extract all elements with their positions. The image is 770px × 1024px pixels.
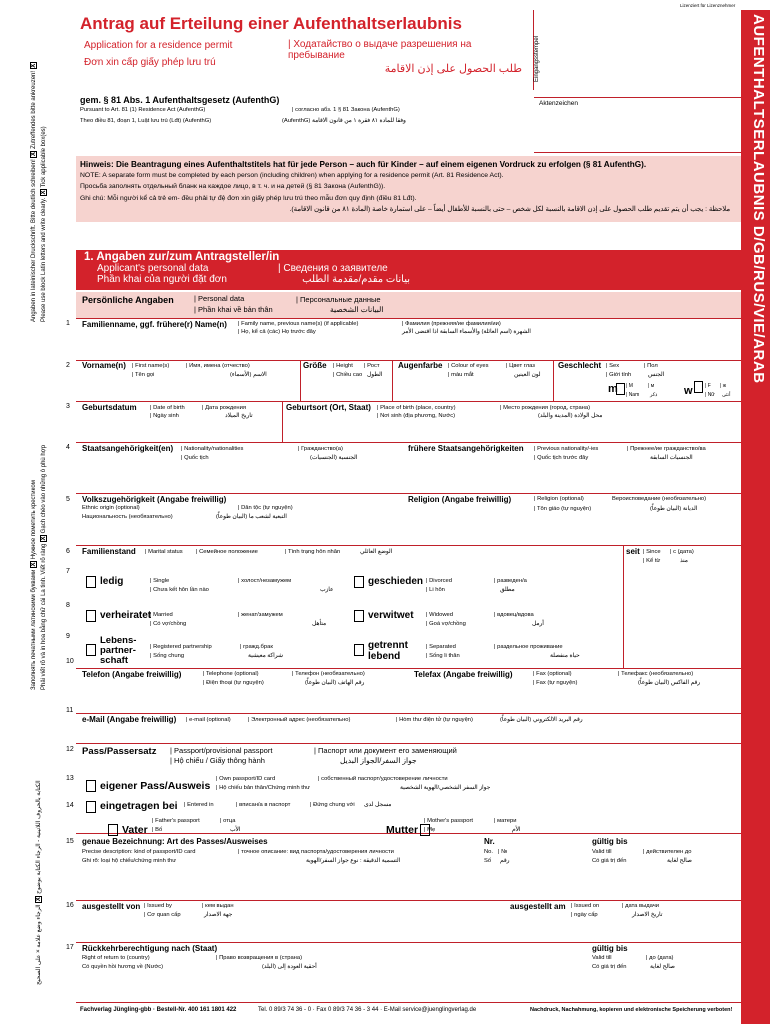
divorced-label: geschieden bbox=[368, 576, 424, 587]
place-of-birth-vi: | Nơi sinh (địa phương, Nước) bbox=[377, 413, 456, 419]
place-of-birth-ru: | Место рождения (город, страна) bbox=[500, 405, 591, 411]
form-title-vi: Đơn xin cấp giấy phép lưu trú bbox=[84, 57, 216, 68]
telephone-ru: | Телефон (необязательно) bbox=[292, 671, 365, 677]
issued-by-ru: | кем выдан bbox=[202, 903, 234, 909]
divorced-ar: مطلق bbox=[500, 587, 515, 593]
nationality-field[interactable] bbox=[80, 465, 400, 491]
mother-ru: | матери bbox=[494, 818, 517, 824]
separated-ru: | раздельное проживание bbox=[494, 644, 563, 650]
file-number-field[interactable] bbox=[538, 110, 738, 150]
personal-data-vi: | Phần khai về bản thân bbox=[194, 305, 273, 314]
issued-by-en: | Issued by bbox=[144, 903, 172, 909]
nationality-label: Staatsangehörigkeit(en) bbox=[82, 444, 174, 453]
email-ru: | Электронный адрес (необязательно) bbox=[248, 717, 351, 723]
mother-vi: | Mẹ bbox=[424, 827, 436, 833]
widowed-label: verwitwet bbox=[368, 610, 414, 621]
law-reference: gem. § 81 Abs. 1 Aufenthaltsgesetz (AufenthG) bbox=[80, 95, 280, 105]
widowed-vi: | Goá vợ/chồng bbox=[426, 621, 466, 627]
email-en: | e-mail (optional) bbox=[186, 717, 231, 723]
widowed-ar: أرمل bbox=[532, 621, 544, 627]
own-passport-ru: | собственный паспорт/удостоверение личности bbox=[318, 776, 448, 782]
passport-number-ru: | № bbox=[498, 849, 508, 855]
side-instruction-ar: الكتابة بالحروف اللاتينية - الرجاء الكتابة بوضوح X الرجاء وضع علامة × على الصحيح bbox=[36, 780, 42, 985]
own-passport-checkbox[interactable] bbox=[86, 780, 96, 792]
mother-ar: الأم bbox=[512, 827, 521, 833]
passport-label: Pass/Passersatz bbox=[82, 746, 157, 757]
valid-until-en: Valid till bbox=[592, 849, 612, 855]
fax-field[interactable] bbox=[412, 690, 738, 710]
date-of-birth-en: | Date of birth bbox=[150, 405, 185, 411]
section1-title-ar: بيانات مقدم/مقدمة الطلب bbox=[302, 274, 410, 285]
married-checkbox[interactable] bbox=[86, 610, 96, 622]
sex-female-option[interactable]: w bbox=[684, 385, 693, 397]
first-name-en: | First name(s) bbox=[132, 363, 170, 369]
height-vi: | Chiều cao bbox=[333, 372, 363, 378]
divorced-vi: | Li hôn bbox=[426, 587, 445, 593]
family-name-ru: | Фамилия (прежняя/ие фамилия/ии) bbox=[402, 321, 501, 327]
valid-until-label: gültig bis bbox=[592, 837, 628, 846]
hint-ar: ملاحظة : يجب أن يتم تقديم طلب الحصول على إذن الاقامة بالنسبة لكل شخص – حتى بالنسبة للأطفال أيضاً – على استمارة خاصة (المادة ٨١ من قانون الاقامة). bbox=[289, 206, 730, 213]
return-valid-until-vi: Có giá trị đến bbox=[592, 964, 627, 970]
sex-en: | Sex bbox=[606, 363, 620, 369]
email-vi: | Hòm thư điện tử (tự nguyện) bbox=[396, 717, 473, 723]
married-ar: متأهل bbox=[312, 621, 327, 627]
previous-nationality-field[interactable] bbox=[406, 465, 738, 491]
row-number: 9 bbox=[66, 633, 70, 640]
issued-on-field[interactable] bbox=[508, 922, 738, 940]
nationality-ru: | Гражданство(а) bbox=[298, 446, 343, 452]
row-number: 13 bbox=[66, 775, 74, 782]
side-instruction-de: Angaben in lateinischer Druckschrift. Bitte deutlich schreiben! X Zutreffendes bitte ankreuzen! X bbox=[31, 63, 37, 322]
right-of-return-vi: Có quyền hồi hương về (Nước) bbox=[82, 964, 164, 970]
issued-by-ar: جهة الاصدار bbox=[204, 912, 233, 918]
since-label: seit bbox=[626, 547, 640, 556]
height-ru: | Рост bbox=[364, 363, 380, 369]
form-title-en: Application for a residence permit bbox=[84, 40, 233, 51]
height-en: | Height bbox=[333, 363, 353, 369]
fax-vi: | Fax (tự nguyện) bbox=[533, 680, 578, 686]
religion-en: | Religion (optional) bbox=[534, 496, 584, 502]
stamp-label: Eingangsstempel bbox=[534, 35, 540, 82]
height-label: Größe bbox=[303, 361, 327, 370]
place-of-birth-label: Geburtsort (Ort, Staat) bbox=[286, 403, 371, 412]
email-ar: رقم البريد الالكتروني (البيان طوعاً) bbox=[500, 717, 583, 723]
date-of-birth-label: Geburtsdatum bbox=[82, 403, 137, 412]
hint-ru: Просьба заполнять отдельный бланк на каждое лицо, в т. ч. и на детей (§ 81 Закона (AufenthG)). bbox=[80, 183, 386, 190]
marital-status-vi: | Tình trạng hôn nhân bbox=[285, 549, 341, 555]
divorced-ru: | разведен/а bbox=[494, 578, 527, 584]
return-valid-until-field[interactable] bbox=[590, 975, 738, 1000]
marital-status-label: Familienstand bbox=[82, 547, 136, 556]
ethnic-origin-vi: | Dân tộc (tự nguyện) bbox=[238, 505, 293, 511]
single-ar: عازب bbox=[320, 587, 334, 593]
row-number: 10 bbox=[66, 658, 74, 665]
family-name-field[interactable] bbox=[80, 338, 738, 358]
issued-on-en: | Issued on bbox=[571, 903, 600, 909]
date-of-birth-field[interactable] bbox=[80, 422, 280, 440]
form-title-ar: طلب الحصول على إذن الاقامة bbox=[384, 63, 522, 75]
entered-in-label: eingetragen bei bbox=[100, 800, 178, 812]
entered-in-ar: مسجل لدى bbox=[364, 802, 392, 808]
right-of-return-ru: | Право возвращения в (страна) bbox=[216, 955, 303, 961]
single-checkbox[interactable] bbox=[86, 576, 96, 588]
eye-colour-en: | Colour of eyes bbox=[448, 363, 489, 369]
ethnic-origin-ar: التبعية لشعب ما (البيان طوعاً) bbox=[216, 514, 287, 520]
issued-on-label: ausgestellt am bbox=[510, 902, 566, 911]
right-of-return-label: Rückkehrberechtigung nach (Staat) bbox=[82, 944, 218, 953]
own-passport-label: eigener Pass/Ausweis bbox=[100, 780, 211, 792]
row-number: 6 bbox=[66, 548, 70, 555]
family-name-en: | Family name, previous name(s) (if applicable) bbox=[238, 321, 359, 327]
own-passport-en: | Own passport/ID card bbox=[216, 776, 276, 782]
side-instruction-ru: Заполнять печатными латинскими буквами X Нужное пометить крестиком bbox=[31, 480, 37, 690]
personal-data-en: | Personal data bbox=[194, 294, 245, 303]
fax-en: | Fax (optional) bbox=[533, 671, 572, 677]
marital-status-ar: الوضع العائلي bbox=[360, 549, 393, 555]
row-number: 7 bbox=[66, 568, 70, 575]
issued-on-ru: | дата выдачи bbox=[622, 903, 660, 909]
section1-title: 1. Angaben zur/zum Antragsteller/in bbox=[84, 251, 280, 263]
personal-data-label: Persönliche Angaben bbox=[82, 295, 174, 305]
fax-ar: رقم الفاكس (البيان طوعاً) bbox=[638, 680, 701, 686]
sex-male-ar: ذكر bbox=[650, 392, 658, 398]
passport-number-vi: Số bbox=[484, 858, 492, 864]
hint-en: NOTE: A separate form must be completed by each person (including children) when applying for a residence permit (Art. 81 Residence Act). bbox=[80, 172, 504, 179]
option-single[interactable] bbox=[80, 570, 350, 600]
family-name-vi: | Họ, kể cả (các) Họ trước đây bbox=[238, 329, 316, 335]
first-name-vi: | Tên gọi bbox=[132, 372, 155, 378]
sex-female-en: | F bbox=[705, 383, 711, 389]
since-vi: | Kể từ bbox=[643, 558, 661, 564]
separated-label: getrennt lebend bbox=[368, 640, 408, 662]
family-name-label: Familienname, ggf. frühere(r) Name(n) bbox=[82, 320, 227, 329]
sex-male-checkbox[interactable] bbox=[616, 383, 625, 395]
law-reference-vi: Theo điều 81, đoạn 1, Luật lưu trú (Lđt) (AufenthG) bbox=[80, 118, 212, 124]
side-title: AUFENTHALTSERLAUBNIS D/GB/RUS/VIE/ARAB bbox=[750, 14, 767, 384]
sex-female-vi: | Nữ bbox=[705, 392, 715, 398]
passport-kind-label: genaue Bezeichnung: Art des Passes/Ausweises bbox=[82, 837, 268, 846]
personal-data-header bbox=[76, 292, 741, 318]
valid-until-vi: Có giá trị đến bbox=[592, 858, 627, 864]
sex-female-ar: أنثى bbox=[722, 392, 731, 398]
marital-status-ru: | Семейное положение bbox=[196, 549, 258, 555]
passport-kind-en: Precise description: kind of passport/ID card bbox=[82, 849, 196, 855]
row-number: 1 bbox=[66, 320, 70, 327]
eye-colour-label: Augenfarbe bbox=[398, 361, 443, 370]
divorced-en: | Divorced bbox=[426, 578, 452, 584]
sex-ru: | Пол bbox=[644, 363, 658, 369]
nationality-vi: | Quốc tịch bbox=[181, 455, 209, 461]
previous-nationality-vi: | Quốc tịch trước đây bbox=[534, 455, 589, 461]
option-married[interactable] bbox=[80, 604, 350, 634]
option-widowed[interactable] bbox=[350, 604, 620, 634]
section1-title-en: Applicant's personal data bbox=[97, 263, 209, 274]
form-title-ru: | Ходатайство о выдаче разрешения на пребывание bbox=[288, 39, 472, 61]
row-number: 8 bbox=[66, 602, 70, 609]
religion-label: Religion (Angabe freiwillig) bbox=[408, 495, 512, 504]
eye-colour-vi: | màu mắt bbox=[448, 372, 474, 378]
previous-nationality-ru: | Прежнее/ие гражданство/ва bbox=[627, 446, 706, 452]
first-name-label: Vorname(n) bbox=[82, 361, 126, 370]
ethnic-origin-field[interactable] bbox=[80, 524, 400, 543]
return-valid-until-en: Valid till bbox=[592, 955, 612, 961]
since-ar: منذ bbox=[680, 558, 688, 564]
partnership-ru: | гражд.брак bbox=[240, 644, 273, 650]
law-reference-ru: | согласно абз. 1 § 81 Закона (AufenthG) bbox=[292, 107, 400, 113]
since-ru: | с (дата) bbox=[670, 549, 694, 555]
sex-male-option[interactable]: m bbox=[608, 383, 618, 395]
passport-kind-vi: Ghi rõ: loại hộ chiếu/chứng minh thư bbox=[82, 858, 177, 864]
footer-publisher: Fachverlag Jüngling-gbb · Bestell-Nr. 400 161 1801 422 bbox=[80, 1007, 237, 1013]
single-vi: | Chưa kết hôn lần nào bbox=[150, 587, 209, 593]
issued-on-vi: | ngày cấp bbox=[571, 912, 598, 918]
divorced-checkbox[interactable] bbox=[354, 576, 364, 588]
entered-in-checkbox[interactable] bbox=[86, 801, 96, 813]
separated-checkbox[interactable] bbox=[354, 644, 364, 656]
family-name-ar: الشهرة (اسم العائلة) والأسماء السابقة اذا اقتضى الأمر bbox=[402, 329, 531, 335]
law-reference-en: Pursuant to Art. 81 (1) Residence Act (AufenthG) bbox=[80, 107, 206, 113]
valid-until-ru: | действителен до bbox=[643, 849, 692, 855]
date-of-birth-vi: | Ngày sinh bbox=[150, 413, 179, 419]
row-number: 12 bbox=[66, 746, 74, 753]
right-of-return-en: Right of return to (country) bbox=[82, 955, 150, 961]
telephone-label: Telefon (Angabe freiwillig) bbox=[82, 670, 182, 679]
father-ar: الأب bbox=[230, 827, 241, 833]
footer-contact: Tel. 0 89/3 74 36 - 0 · Fax 0 89/3 74 36 - 3 44 · E-Mail service@juenglingverlag.de bbox=[258, 1007, 477, 1013]
row-number: 16 bbox=[66, 902, 74, 909]
place-of-birth-ar: محل الولادة (المدينة والبلد) bbox=[538, 413, 603, 419]
sex-male-ru: | м bbox=[648, 383, 655, 389]
father-label: Vater bbox=[122, 824, 148, 836]
religion-ar: الديانة (البيان طوعاً) bbox=[650, 506, 698, 512]
nationality-ar: الجنسية (الجنسيات) bbox=[310, 455, 358, 461]
fax-ru: | Телефакс (необязательно) bbox=[618, 671, 694, 677]
passport-number-field[interactable] bbox=[482, 868, 586, 898]
passport-ar: جواز السفر/الجواز البديل bbox=[340, 756, 417, 765]
file-number-label: Aktenzeichen bbox=[539, 100, 579, 107]
married-vi: | Có vợ/chồng bbox=[150, 621, 187, 627]
first-name-ar: الاسم (الأسماء) bbox=[230, 372, 267, 378]
mother-en: | Mother's passport bbox=[424, 818, 474, 824]
telephone-ar: رقم الهاتف (البيان طوعاً) bbox=[305, 680, 365, 686]
license-note: Lizenziert für Lizenznehmer bbox=[680, 3, 736, 8]
date-of-birth-ar: تاريخ الميلاد bbox=[225, 413, 253, 419]
passport-kind-ar: التسمية الدقيقة : نوع جواز السفر/الهوية bbox=[306, 858, 401, 864]
personal-data-ar: البيانات الشخصية bbox=[330, 305, 384, 314]
row-number: 5 bbox=[66, 496, 70, 503]
right-of-return-field[interactable] bbox=[80, 975, 580, 1000]
footer-copyright: Nachdruck, Nachahmung, kopieren und elektronische Speicherung verboten! bbox=[530, 1007, 733, 1013]
father-checkbox[interactable] bbox=[108, 824, 118, 836]
separated-vi: | Sống li thân bbox=[426, 653, 460, 659]
single-en: | Single bbox=[150, 578, 170, 584]
option-divorced[interactable] bbox=[350, 570, 620, 600]
side-instruction-vi: Phải viết rõ và in hoa bằng chữ cái La tinh. Viết rõ ràng X Gạch chéo vào những ô phù hợp bbox=[41, 444, 47, 690]
passport-kind-field[interactable] bbox=[80, 868, 478, 898]
sex-label: Geschlecht bbox=[558, 361, 602, 370]
email-label: e-Mail (Angabe freiwillig) bbox=[82, 715, 177, 724]
passport-vi: | Hộ chiếu / Giấy thông hành bbox=[170, 756, 265, 765]
side-instruction-en: Please use block Latin letters and write clearly. X Tick applicable box(es) bbox=[41, 126, 47, 322]
religion-field[interactable] bbox=[406, 524, 738, 543]
passport-number-en: No. bbox=[484, 849, 494, 855]
partnership-en: | Registered partnership bbox=[150, 644, 212, 650]
own-passport-ar: جواز السفر الشخصي/الهوية الشخصية bbox=[400, 785, 491, 791]
return-valid-until-ar: صالح لغاية bbox=[650, 964, 675, 970]
return-valid-until-label: gültig bis bbox=[592, 944, 628, 953]
first-name-field[interactable] bbox=[80, 381, 298, 399]
since-field[interactable] bbox=[626, 570, 738, 666]
place-of-birth-en: | Place of birth (place, country) bbox=[377, 405, 456, 411]
section1-title-vi: Phần khai của người đặt đơn bbox=[97, 274, 227, 285]
issued-by-vi: | Cơ quan cấp bbox=[144, 912, 181, 918]
mother-label: Mutter bbox=[386, 824, 419, 836]
eye-colour-ru: | Цвет глаз bbox=[506, 363, 535, 369]
previous-nationality-en: | Previous nationality/-ies bbox=[534, 446, 599, 452]
sex-vi: | Giới tính bbox=[606, 372, 632, 378]
telephone-field[interactable] bbox=[80, 690, 408, 710]
father-vi: | Bố bbox=[152, 827, 163, 833]
issued-on-ar: تاريخ الاصدار bbox=[632, 912, 663, 918]
row-number: 17 bbox=[66, 944, 74, 951]
widowed-en: | Widowed bbox=[426, 612, 453, 618]
partnership-checkbox[interactable] bbox=[86, 644, 96, 656]
row-number: 15 bbox=[66, 838, 74, 845]
passport-en: | Passport/provisional passport bbox=[170, 746, 273, 755]
right-of-return-ar: أحقية العودة إلى (البلد) bbox=[262, 964, 317, 970]
ethnic-origin-en: Ethnic origin (optional) bbox=[82, 505, 140, 511]
entered-in-en: | Entered in bbox=[184, 802, 214, 808]
previous-nationality-ar: الجنسيات السابقة bbox=[650, 455, 693, 461]
partnership-vi: | Sống chung bbox=[150, 653, 185, 659]
section1-title-ru: | Сведения о заявителе bbox=[278, 263, 388, 274]
passport-kind-ru: | точное описание: вид паспорта/удостоверения личности bbox=[238, 849, 394, 855]
since-en: | Since bbox=[643, 549, 661, 555]
widowed-checkbox[interactable] bbox=[354, 610, 364, 622]
married-ru: | женат/замужем bbox=[238, 612, 283, 618]
partnership-label: Lebens- partner- schaft bbox=[100, 635, 137, 666]
valid-until-ar: صالح لغاية bbox=[667, 858, 692, 864]
sex-ar: الجنس bbox=[648, 372, 665, 378]
married-label: verheiratet bbox=[100, 610, 152, 621]
return-valid-until-ru: | до (дата) bbox=[646, 955, 674, 961]
sex-female-ru: | ж bbox=[720, 383, 727, 389]
sex-male-en: | M bbox=[626, 383, 633, 389]
height-ar: الطول bbox=[367, 372, 383, 378]
father-ru: | отца bbox=[220, 818, 236, 824]
passport-number-label: Nr. bbox=[484, 837, 495, 846]
telephone-vi: | Điện thoại (tự nguyện) bbox=[203, 680, 264, 686]
first-name-ru: | Имя, имена (отчество) bbox=[186, 363, 250, 369]
law-reference-ar: (AufenthG) وفقا للمادة ٨١ فقرة ١ من قانون الاقامة bbox=[282, 118, 406, 124]
date-of-birth-ru: | Дата рождения bbox=[202, 405, 247, 411]
previous-nationality-label: frühere Staatsangehörigkeiten bbox=[408, 444, 524, 453]
ethnic-origin-ru: Национальность (необязательно) bbox=[82, 514, 173, 520]
entered-in-ru: | вписан/а в паспорт bbox=[236, 802, 291, 808]
separated-en: | Separated bbox=[426, 644, 456, 650]
religion-vi: | Tôn giáo (tự nguyện) bbox=[534, 506, 592, 512]
hint-vi: Ghi chú: Mỗi người kể cả trẻ em- đều phải tự đệ đơn xin giấy phép lưu trú theo mẫu đơn quy định (điều 81 Lđt). bbox=[80, 195, 417, 202]
eye-colour-ar: لون العينين bbox=[514, 372, 541, 378]
form-title: Antrag auf Erteilung einer Aufenthaltserlaubnis bbox=[80, 14, 462, 33]
row-number: 4 bbox=[66, 444, 70, 451]
issued-by-label: ausgestellt von bbox=[82, 902, 141, 911]
partnership-ar: شراكة معيشية bbox=[248, 653, 283, 659]
own-passport-vi: | Hộ chiếu bản thân/Chứng minh thư bbox=[216, 785, 311, 791]
row-number: 2 bbox=[66, 362, 70, 369]
entered-in-vi: | Đứng chung với bbox=[310, 802, 355, 808]
widowed-ru: | вдовец/вдова bbox=[494, 612, 534, 618]
marital-status-en: | Marital status bbox=[145, 549, 183, 555]
option-separated[interactable] bbox=[350, 636, 620, 668]
sex-male-vi: | Nam bbox=[626, 392, 640, 398]
married-en: | Married bbox=[150, 612, 173, 618]
option-partnership[interactable] bbox=[80, 636, 350, 668]
place-of-birth-field[interactable] bbox=[285, 422, 738, 440]
row-number: 11 bbox=[66, 707, 74, 714]
telephone-en: | Telephone (optional) bbox=[203, 671, 259, 677]
ethnic-origin-label: Volkszugehörigkeit (Angabe freiwillig) bbox=[82, 495, 227, 504]
row-number: 14 bbox=[66, 802, 74, 809]
row-number: 3 bbox=[66, 403, 70, 410]
sex-female-checkbox[interactable] bbox=[694, 381, 703, 393]
passport-number-ar: رقم bbox=[500, 858, 510, 864]
personal-data-ru: | Персональные данные bbox=[296, 295, 381, 304]
separated-ar: حياة منفصلة bbox=[550, 653, 580, 659]
nationality-en: | Nationality/nationalities bbox=[181, 446, 244, 452]
religion-ru: Вероисповедание (необязательно) bbox=[612, 496, 707, 502]
hint-de: Hinweis: Die Beantragung eines Aufenthaltstitels hat für jede Person – auch für Kinder – auf einem eigenen Vordruck zu erfolgen (§ 81 AufenthG). bbox=[80, 160, 647, 169]
issued-by-field[interactable] bbox=[80, 922, 500, 940]
fax-label: Telefax (Angabe freiwillig) bbox=[414, 670, 513, 679]
single-ru: | холост/незамужем bbox=[238, 578, 292, 584]
passport-ru: | Паспорт или документ его заменяющий bbox=[314, 746, 457, 755]
valid-until-field[interactable] bbox=[590, 868, 738, 898]
father-en: | Father's passport bbox=[152, 818, 200, 824]
email-field[interactable] bbox=[80, 727, 738, 741]
single-label: ledig bbox=[100, 576, 124, 587]
